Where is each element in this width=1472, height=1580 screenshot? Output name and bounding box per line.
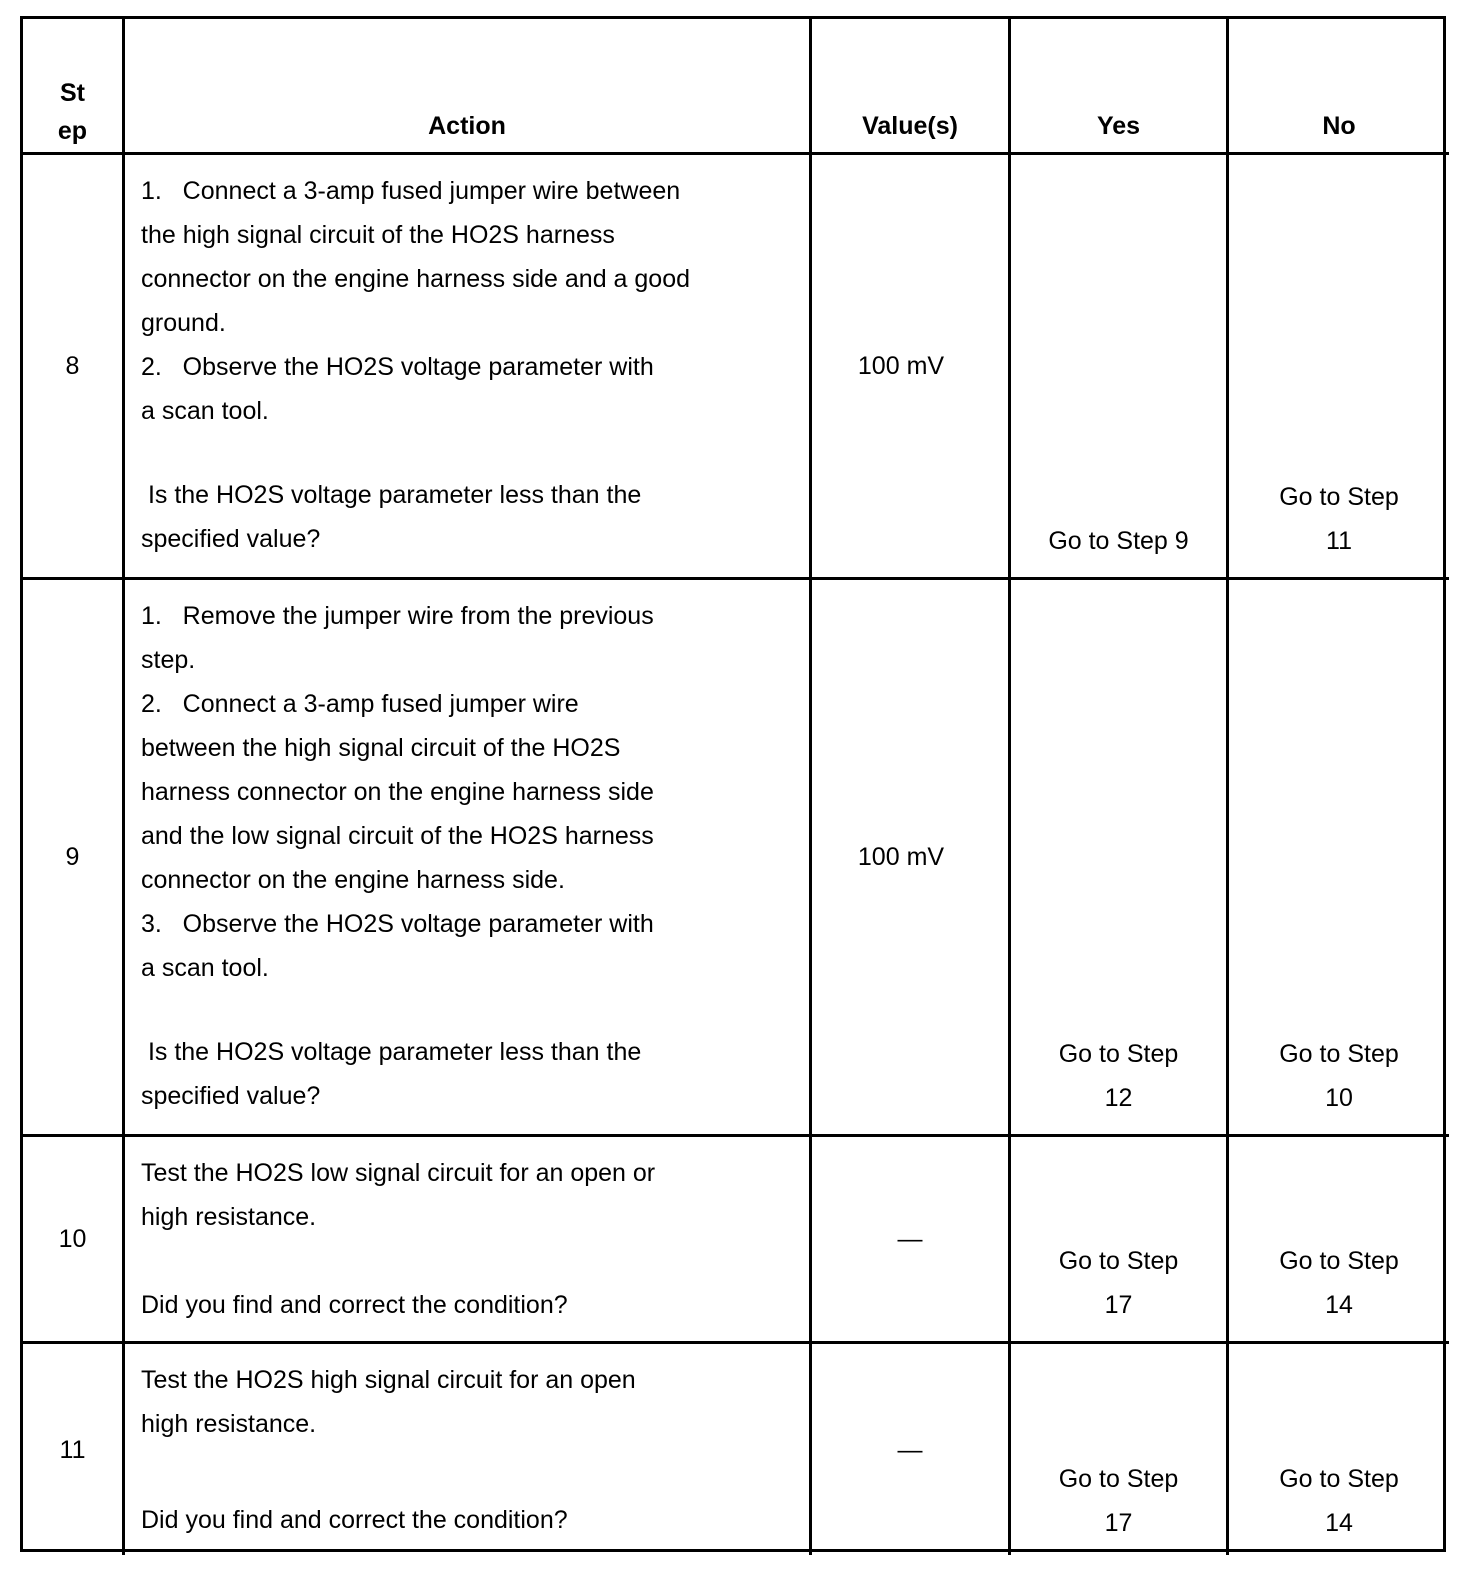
value-cell [812,155,1011,580]
value-cell [812,1344,1011,1555]
yes-target: Go to Step 17 [1058,1247,1179,1319]
header-yes [1011,19,1229,155]
header-no [1229,19,1449,155]
step-number: 10 [58,1225,87,1253]
value-text: — [897,1225,923,1253]
action-line: the high signal circuit of the HO2S harness [141,221,615,249]
action-cell [125,1344,812,1555]
yes-cell [1011,155,1229,580]
yes-cell [1011,1344,1229,1555]
action-line: ground. [141,309,226,337]
question-line: Did you find and correct the condition? [141,1291,568,1319]
diagnostic-table [20,16,1446,1552]
no-target: Go to Step 11 [1279,483,1399,555]
header-yes-label: Yes [1096,112,1141,140]
step-cell [23,580,125,1137]
action-line: step. [141,646,196,674]
step-cell [23,1344,125,1555]
action-line: 1. Remove the jumper wire from the previous [141,602,654,630]
no-cell [1229,580,1449,1137]
step-cell [23,155,125,580]
step-number: 11 [59,1435,86,1464]
yes-cell [1011,580,1229,1137]
no-target: Go to Step 14 [1279,1247,1399,1319]
action-line: 3. Observe the HO2S voltage parameter with [141,910,654,938]
question-line: Did you find and correct the condition? [141,1506,568,1534]
no-cell [1229,1344,1449,1555]
action-line: connector on the engine harness side. [141,866,565,894]
yes-target: Go to Step 17 [1058,1465,1179,1537]
header-step [23,19,125,155]
yes-target: Go to Step 12 [1058,1040,1179,1112]
action-line: connector on the engine harness side and a good [141,265,691,293]
value-cell [812,1137,1011,1344]
step-number: 8 [65,352,80,380]
action-line: Test the HO2S high signal circuit for an open [141,1366,636,1394]
action-cell [125,155,812,580]
action-line: harness connector on the engine harness side [141,778,654,806]
action-line: 2. Connect a 3-amp fused jumper wire [141,690,579,718]
no-cell [1229,155,1449,580]
step-number: 9 [65,843,80,871]
action-line: a scan tool. [141,397,269,425]
no-target: Go to Step 10 [1279,1040,1399,1112]
header-action [125,19,812,155]
no-cell [1229,1137,1449,1344]
action-line: Test the HO2S low signal circuit for an open or [141,1159,656,1187]
value-text: 100 mV [857,843,945,871]
action-line: between the high signal circuit of the HO2S [141,734,621,762]
value-cell [812,580,1011,1137]
action-line: 1. Connect a 3-amp fused jumper wire between [141,177,681,205]
action-cell [125,580,812,1137]
question-line: specified value? [141,1082,321,1110]
header-no-label: No [1322,112,1356,140]
header-step-label: St ep [57,79,88,145]
yes-cell [1011,1137,1229,1344]
question-line: Is the HO2S voltage parameter less than the [141,1038,642,1066]
header-action-label: Action [428,112,506,140]
no-target: Go to Step 14 [1279,1465,1399,1537]
action-line: and the low signal circuit of the HO2S harness [141,822,654,850]
header-values-label: Value(s) [862,112,958,140]
header-values [812,19,1011,155]
action-line: high resistance. [141,1203,317,1231]
action-line: 2. Observe the HO2S voltage parameter with [141,353,654,381]
action-line: high resistance. [141,1410,317,1438]
yes-target: Go to Step 9 [1048,527,1189,555]
value-text: — [897,1435,923,1464]
question-line: specified value? [141,525,321,553]
step-cell [23,1137,125,1344]
value-text: 100 mV [857,352,945,380]
action-cell [125,1137,812,1344]
question-line: Is the HO2S voltage parameter less than the [141,481,642,509]
action-line: a scan tool. [141,954,269,982]
